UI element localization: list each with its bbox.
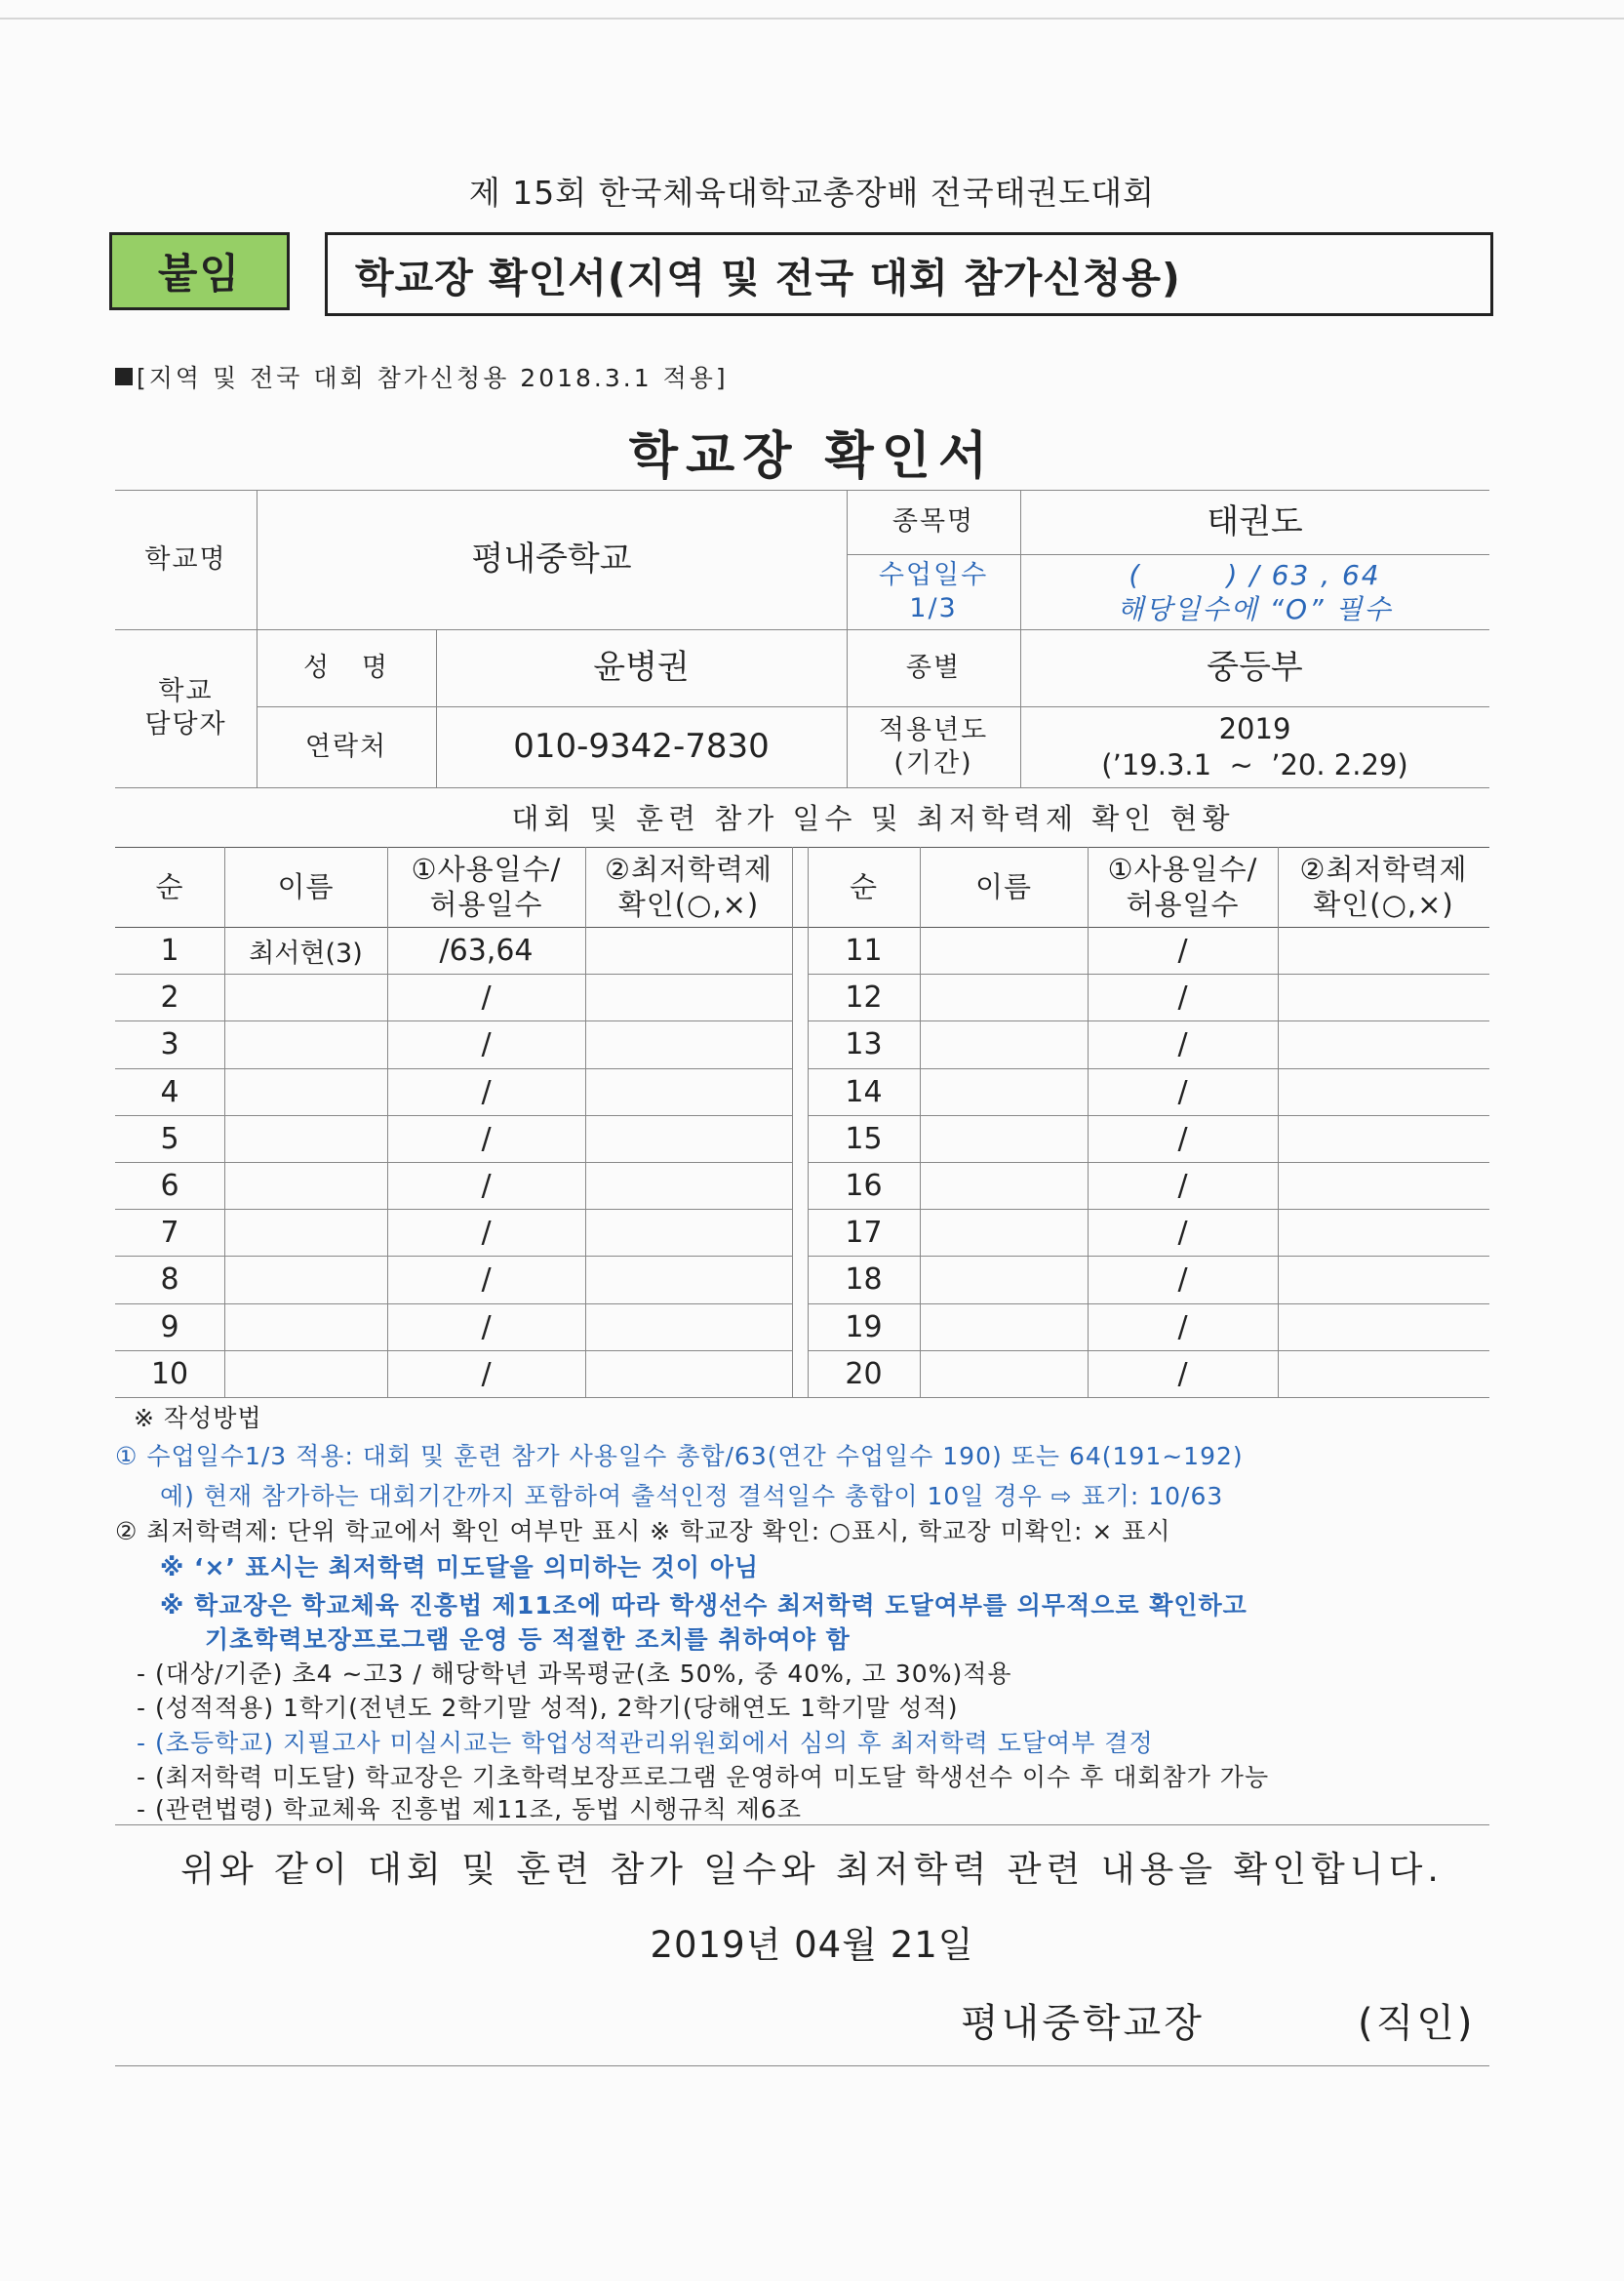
participant-right-2-no: 12: [845, 980, 883, 1015]
name-label: 성 명: [303, 652, 389, 683]
participant-left-7-no: 7: [160, 1215, 179, 1250]
participant-left-8-check: [585, 1256, 792, 1302]
apply-year-label: [847, 706, 1020, 787]
participant-left-4-no: 4: [160, 1074, 179, 1109]
col-check-left: [585, 847, 792, 927]
note-elementary: - (초등학교) 지필고사 미실시교는 학업성적관리위원회에서 심의 후 최저학력 도달여부 결정: [137, 1729, 1154, 1757]
participant-right-9-check: [1278, 1303, 1489, 1350]
participant-left-2-days: /: [481, 980, 492, 1015]
participant-left-2-check: [585, 974, 792, 1020]
participant-right-6-check: [1278, 1162, 1489, 1209]
participant-right-4-no: 14: [845, 1074, 883, 1109]
name-value: 윤병권: [593, 648, 690, 688]
col-days-right-line2: 허용일수: [1126, 888, 1240, 921]
apply-year-label-line2: (기간): [893, 747, 973, 779]
participant-left-3-check: [585, 1020, 792, 1067]
col-days-left: [387, 847, 585, 927]
class-days-value-line1: ( ) / 63 , 64: [1129, 558, 1381, 591]
class-days-value: [1020, 554, 1489, 629]
col-days-right-line1: ①사용일수/: [1107, 852, 1258, 886]
apply-note: [115, 359, 729, 394]
document-title: 학교장 확인서: [628, 427, 996, 486]
col-check-left-line2: 확인(○,×): [617, 888, 760, 921]
apply-year-value-line2: (’19.3.1 ~ ’20. 2.29): [1101, 747, 1408, 781]
participant-left-7-name: [224, 1209, 387, 1256]
participant-left-7-days: /: [481, 1215, 492, 1250]
division-value: 중등부: [1207, 648, 1303, 688]
participant-left-1-days: /63,64: [439, 933, 534, 968]
participant-left-10-no: 10: [150, 1356, 189, 1391]
col-days-left-line1: ①사용일수/: [411, 852, 562, 886]
participant-left-6-check: [585, 1162, 792, 1209]
col-check-right-line1: ②최저학력제: [1299, 852, 1468, 886]
status-title: 대회 및 훈련 참가 일수 및 최저학력제 확인 현황: [511, 802, 1235, 835]
principal-signer: 평내중학교장: [961, 2001, 1205, 2046]
participant-right-1-check: [1278, 927, 1489, 974]
participant-left-4-name: [224, 1068, 387, 1115]
col-name-right: 이름: [974, 869, 1033, 903]
note-below-standard: - (최저학력 미도달) 학교장은 기초학력보장프로그램 운영하여 미도달 학생선수 이수 후 대회참가 가능: [137, 1763, 1270, 1791]
notes-heading: ※ 작성방법: [134, 1404, 262, 1432]
participant-right-2-check: [1278, 974, 1489, 1020]
participant-right-9-no: 19: [845, 1309, 883, 1344]
confirmation-statement: 위와 같이 대회 및 훈련 참가 일수와 최저학력 관련 내용을 확인합니다.: [180, 1850, 1444, 1890]
black-square-icon: [115, 368, 133, 385]
note-grades: - (성적적용) 1학기(전년도 2학기말 성적), 2학기(당해연도 1학기말 성적): [137, 1694, 959, 1722]
col-days-left-line2: 허용일수: [429, 888, 543, 921]
participant-right-7-no: 17: [845, 1215, 883, 1250]
participant-right-7-name: [920, 1209, 1088, 1256]
school-label: 학교명: [144, 543, 227, 575]
participant-left-6-no: 6: [160, 1168, 179, 1203]
phone-value: 010-9342-7830: [513, 727, 770, 767]
participant-right-3-name: [920, 1020, 1088, 1067]
note-2-principal-line2: 기초학력보장프로그램 운영 등 적절한 조치를 취하여야 함: [205, 1625, 851, 1654]
participant-left-9-days: /: [481, 1309, 492, 1344]
participant-left-5-no: 5: [160, 1121, 179, 1156]
contact-label-line1: 학교: [158, 676, 214, 707]
school-value: 평내중학교: [471, 540, 632, 580]
class-days-label-line1: 수업일수: [878, 559, 989, 590]
col-check-right: [1278, 847, 1489, 927]
participant-right-10-name: [920, 1350, 1088, 1397]
participant-left-7-check: [585, 1209, 792, 1256]
participant-left-6-name: [224, 1162, 387, 1209]
participant-right-8-no: 18: [845, 1261, 883, 1297]
participant-left-2-name: [224, 974, 387, 1020]
participant-right-2-days: /: [1177, 980, 1188, 1015]
col-no-right: 순: [849, 869, 878, 903]
participant-right-3-check: [1278, 1020, 1489, 1067]
class-days-label-line2: 1/3: [909, 592, 958, 623]
header-box-title: 학교장 확인서(지역 및 전국 대회 참가신청용): [325, 232, 1493, 316]
participant-left-6-days: /: [481, 1168, 492, 1203]
participant-left-10-check: [585, 1350, 792, 1397]
class-days-value-line2: 해당일수에 “O” 필수: [1117, 592, 1393, 625]
participant-left-4-check: [585, 1068, 792, 1115]
participant-right-8-days: /: [1177, 1261, 1188, 1297]
participant-left-3-days: /: [481, 1026, 492, 1061]
participant-left-9-check: [585, 1303, 792, 1350]
participant-right-6-name: [920, 1162, 1088, 1209]
col-check-left-line1: ②최저학력제: [604, 852, 773, 886]
scan-edge-line: [0, 18, 1624, 20]
note-2-principal-line1: ※ 학교장은 학교체육 진흥법 제11조에 따라 학생선수 최저학력 도달여부를 의무적으로 확인하고: [160, 1591, 1248, 1620]
col-name-left: 이름: [277, 869, 335, 903]
participant-right-1-no: 11: [845, 933, 883, 968]
participant-right-8-check: [1278, 1256, 1489, 1302]
apply-year-value-line1: 2019: [1218, 712, 1291, 746]
participant-left-10-days: /: [481, 1356, 492, 1391]
participant-left-3-name: [224, 1020, 387, 1067]
note-1-line1: ① 수업일수1/3 적용: 대회 및 훈련 참가 사용일수 총합/63(연간 수업일수 190) 또는 64(191~192): [115, 1442, 1244, 1470]
participant-left-1-no: 1: [160, 933, 179, 968]
participant-right-3-no: 13: [845, 1026, 883, 1061]
participant-left-9-no: 9: [160, 1309, 179, 1344]
participant-right-7-days: /: [1177, 1215, 1188, 1250]
participant-left-3-no: 3: [160, 1026, 179, 1061]
class-days-label: [847, 554, 1020, 629]
participant-right-6-no: 16: [845, 1168, 883, 1203]
apply-year-value: [1020, 706, 1489, 787]
participant-right-4-name: [920, 1068, 1088, 1115]
official-seal-mark: (직인): [1358, 2001, 1476, 2046]
participant-right-6-days: /: [1177, 1168, 1188, 1203]
attachment-badge: 붙임: [109, 232, 290, 310]
participant-left-10-name: [224, 1350, 387, 1397]
note-2-x-meaning: ※ ‘×’ 표시는 최저학력 미도달을 의미하는 것이 아님: [160, 1553, 760, 1581]
note-1-line2: 예) 현재 참가하는 대회기간까지 포함하여 출석인정 결석일수 총합이 10일 경우 ⇨ 표기: 10/63: [160, 1482, 1224, 1510]
col-days-right: [1088, 847, 1278, 927]
participant-left-5-name: [224, 1115, 387, 1162]
participant-left-9-name: [224, 1303, 387, 1350]
participant-left-1-check: [585, 927, 792, 974]
participant-right-4-days: /: [1177, 1074, 1188, 1109]
participant-right-1-days: /: [1177, 933, 1188, 968]
event-title: 제 15회 한국체육대학교총장배 전국태권도대회: [468, 174, 1156, 212]
apply-note-text: [지역 및 전국 대회 참가신청용 2018.3.1 적용]: [137, 364, 729, 392]
col-check-right-line2: 확인(○,×): [1313, 888, 1454, 921]
participant-right-5-name: [920, 1115, 1088, 1162]
participant-right-5-days: /: [1177, 1121, 1188, 1156]
issue-date: 2019년 04월 21일: [650, 1924, 974, 1966]
participant-right-9-name: [920, 1303, 1088, 1350]
note-law: - (관련법령) 학교체육 진흥법 제11조, 동법 시행규칙 제6조: [137, 1795, 802, 1823]
contact-person-label: [115, 629, 257, 787]
participant-left-5-check: [585, 1115, 792, 1162]
participant-left-8-no: 8: [160, 1261, 179, 1297]
participant-right-10-days: /: [1177, 1356, 1188, 1391]
sport-label: 종목명: [891, 506, 975, 538]
phone-label: 연락처: [304, 731, 388, 762]
participant-right-10-no: 20: [845, 1356, 883, 1391]
participant-right-7-check: [1278, 1209, 1489, 1256]
participant-right-3-days: /: [1177, 1026, 1188, 1061]
participant-right-5-check: [1278, 1115, 1489, 1162]
apply-year-label-line1: 적용년도: [878, 714, 989, 745]
participant-left-5-days: /: [481, 1121, 492, 1156]
participant-right-1-name: [920, 927, 1088, 974]
col-no-left: 순: [155, 869, 184, 903]
division-label: 종별: [905, 652, 962, 683]
note-2: ② 최저학력제: 단위 학교에서 확인 여부만 표시 ※ 학교장 확인: ○표시, 학교장 미확인: × 표시: [115, 1517, 1171, 1545]
participant-right-9-days: /: [1177, 1309, 1188, 1344]
participant-right-5-no: 15: [845, 1121, 883, 1156]
participant-left-4-days: /: [481, 1074, 492, 1109]
contact-label-line2: 담당자: [144, 709, 227, 740]
participant-right-8-name: [920, 1256, 1088, 1302]
participant-right-4-check: [1278, 1068, 1489, 1115]
note-target: - (대상/기준) 초4 ~고3 / 해당학년 과목평균(초 50%, 중 40%, 고 30%)적용: [137, 1660, 1012, 1688]
participant-right-10-check: [1278, 1350, 1489, 1397]
participant-left-8-days: /: [481, 1261, 492, 1297]
participant-left-2-no: 2: [160, 980, 179, 1015]
participant-right-2-name: [920, 974, 1088, 1020]
participant-left-8-name: [224, 1256, 387, 1302]
sport-value: 태권도: [1207, 501, 1303, 541]
participant-left-1-name: 최서현(3): [249, 938, 363, 969]
